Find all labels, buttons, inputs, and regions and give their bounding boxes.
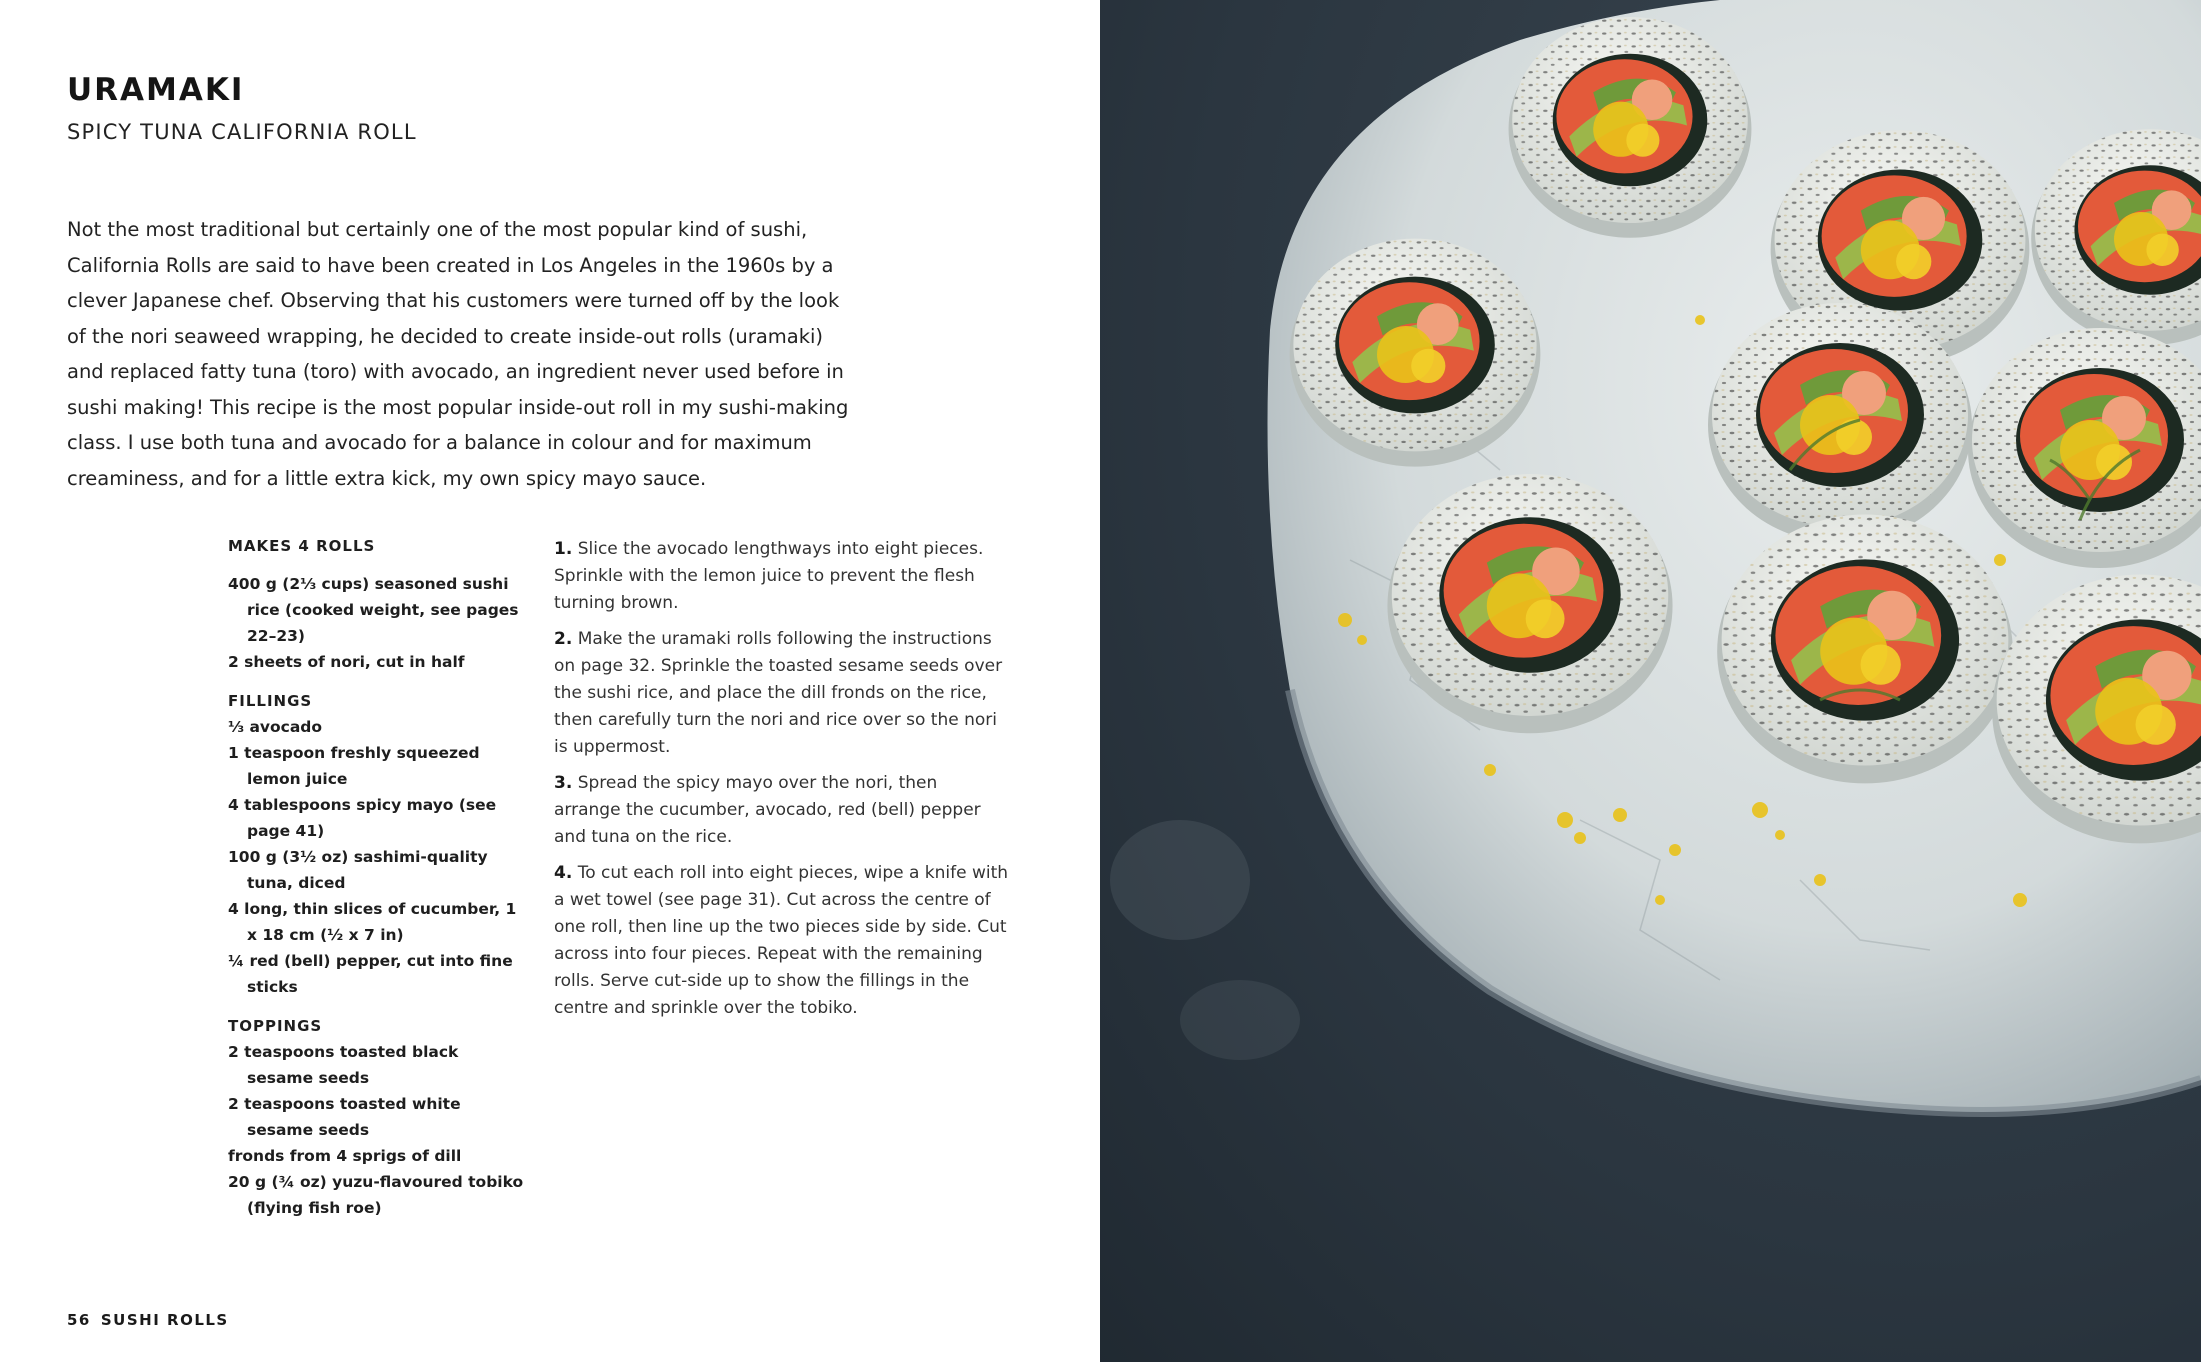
ingredient-item: fronds from 4 sprigs of dill [228, 1147, 462, 1165]
ingredient-item: 100 g (3½ oz) sashimi-quality tuna, diced [228, 848, 488, 892]
ingredient-item: 2 teaspoons toasted black sesame seeds [228, 1043, 459, 1087]
base-ingredients [228, 571, 528, 675]
sushi-plate-illustration [1100, 0, 2201, 1362]
method-step-4 [554, 860, 1009, 1022]
toppings-ingredients [228, 1039, 528, 1221]
step-text: Slice the avocado lengthways into eight pieces. Sprinkle with the lemon juice to prevent the flesh turning brown. [554, 539, 984, 613]
step-text: Spread the spicy mayo over the nori, then arrange the cucumber, avocado, red (bell) pepper and tuna on the rice. [554, 773, 981, 847]
method-step-1 [554, 536, 1009, 617]
recipe-subtitle: SPICY TUNA CALIFORNIA ROLL [67, 120, 417, 144]
ingredient-item: 400 g (2⅓ cups) seasoned sushi rice (cooked weight, see pages 22–23) [228, 575, 519, 645]
fillings-heading: FILLINGS [228, 692, 313, 710]
recipe-title: URAMAKI [67, 72, 245, 108]
fillings-ingredients [228, 714, 528, 1000]
ingredient-item: 2 teaspoons toasted white sesame seeds [228, 1095, 461, 1139]
ingredient-item: 1 teaspoon freshly squeezed lemon juice [228, 744, 480, 788]
section-name: SUSHI ROLLS [100, 1311, 229, 1329]
page-footer [67, 1311, 229, 1329]
recipe-page [0, 0, 1099, 1362]
step-text: To cut each roll into eight pieces, wipe a knife with a wet towel (see page 31). Cut across the centre of one roll, then line up the two pieces side by side. Cut across into four pieces. Repeat with the remaining rolls. Serve cut-side up to show the fillings in the centre and sprinkle over the tobiko. [554, 863, 1009, 1018]
toppings-heading: TOPPINGS [228, 1017, 323, 1035]
ingredients-list [228, 533, 528, 1221]
yield-label: MAKES 4 ROLLS [228, 537, 376, 555]
ingredient-item: 2 sheets of nori, cut in half [228, 653, 465, 671]
page-number: 56 [67, 1311, 91, 1329]
ingredient-item: 4 long, thin slices of cucumber, 1 x 18 cm (½ x 7 in) [228, 900, 517, 944]
ingredient-item: 4 tablespoons spicy mayo (see page 41) [228, 796, 497, 840]
intro-paragraph: Not the most traditional but certainly one of the most popular kind of sushi, California Rolls are said to have been created in Los Angeles in the 1960s by a clever Japanese chef. Observing that his customers were turned off by the look of the nori seaweed wrapping, he decided to create inside-out rolls (uramaki) and replaced fatty tuna (toro) with avocado, an ingredient never used before in sushi making! This recipe is the most popular inside-out roll in my sushi-making class. I use both tuna and avocado for a balance in colour and for maximum creaminess, and for a little extra kick, my own spicy mayo sauce. [67, 218, 849, 490]
step-number: 1. [554, 539, 573, 559]
method-steps [554, 536, 1009, 1031]
step-number: 2. [554, 629, 573, 649]
method-step-3 [554, 770, 1009, 851]
step-number: 3. [554, 773, 573, 793]
step-text: Make the uramaki rolls following the instructions on page 32. Sprinkle the toasted sesame seeds over the sushi rice, and place the dill fronds on the rice, then carefully turn the nori and rice over so the nori is uppermost. [554, 629, 1003, 757]
ingredient-item: ⅓ avocado [228, 718, 323, 736]
method-step-2 [554, 626, 1009, 761]
ingredient-item: 20 g (¾ oz) yuzu-flavoured tobiko (flying fish roe) [228, 1173, 524, 1217]
step-number: 4. [554, 863, 573, 883]
sushi-photo [1100, 0, 2201, 1362]
ingredient-item: ¼ red (bell) pepper, cut into fine sticks [228, 952, 513, 996]
